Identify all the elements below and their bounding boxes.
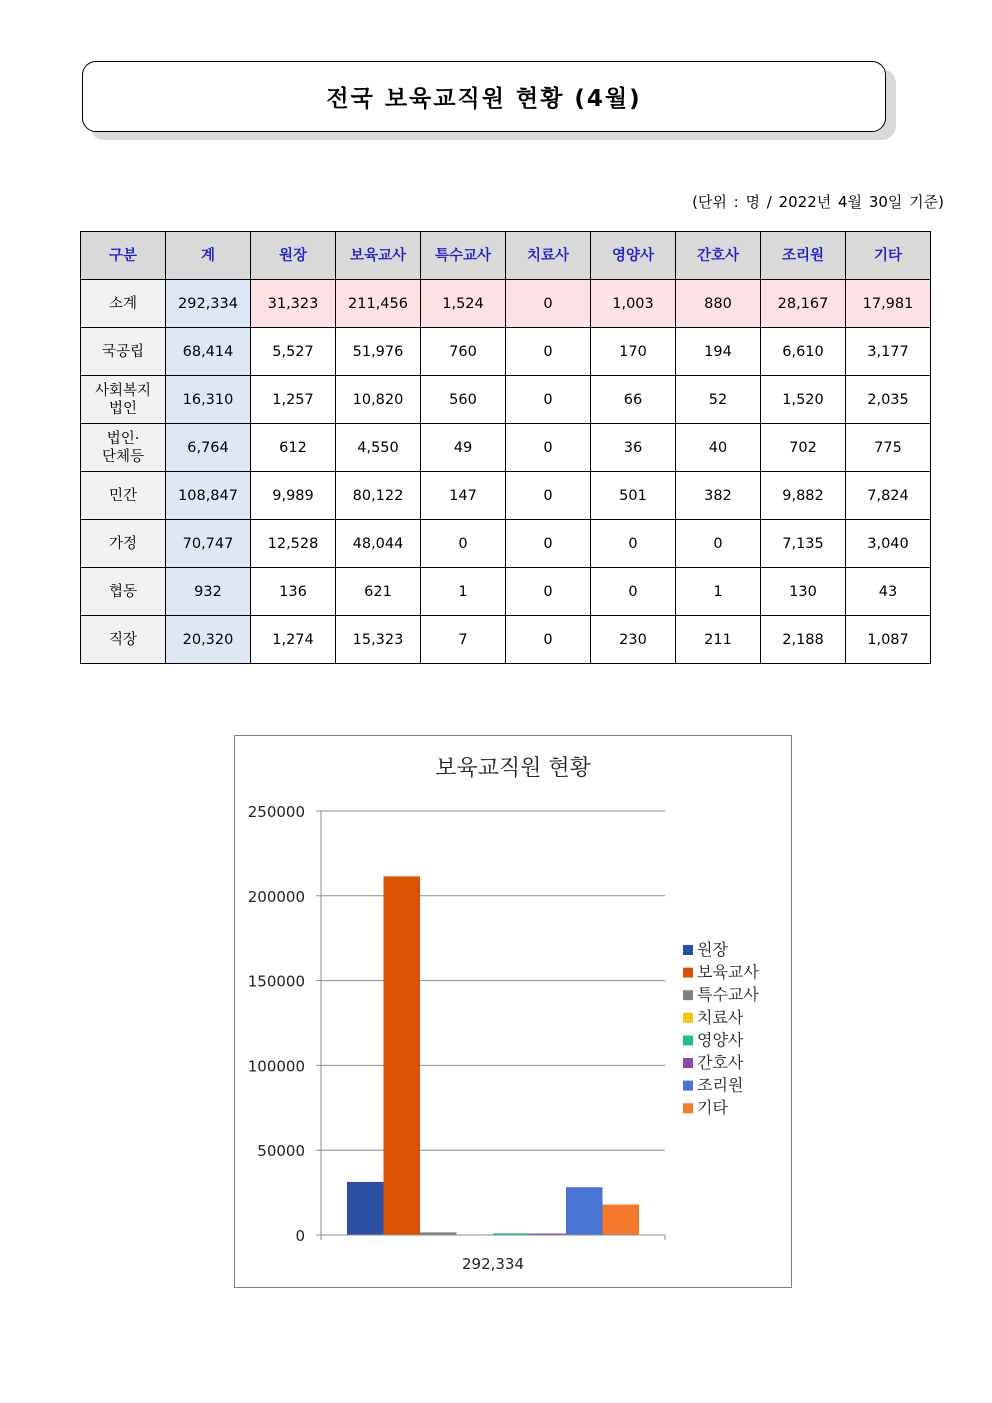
total-cell: 16,310 — [166, 376, 251, 424]
total-cell: 6,764 — [166, 424, 251, 472]
title-box — [82, 61, 886, 132]
value-cell: 0 — [506, 616, 591, 664]
value-cell: 31,323 — [251, 280, 336, 328]
value-cell: 560 — [421, 376, 506, 424]
value-cell: 9,989 — [251, 472, 336, 520]
value-cell: 5,527 — [251, 328, 336, 376]
total-cell: 20,320 — [166, 616, 251, 664]
bar-1 — [347, 1182, 384, 1235]
value-cell: 147 — [421, 472, 506, 520]
value-cell: 4,550 — [336, 424, 421, 472]
value-cell: 136 — [251, 568, 336, 616]
value-cell: 0 — [591, 520, 676, 568]
value-cell: 40 — [676, 424, 761, 472]
value-cell: 36 — [591, 424, 676, 472]
value-cell: 0 — [506, 280, 591, 328]
value-cell: 1 — [676, 568, 761, 616]
y-tick-label: 150000 — [247, 972, 305, 991]
row-label — [81, 424, 166, 472]
value-cell: 501 — [591, 472, 676, 520]
value-cell: 211,456 — [336, 280, 421, 328]
legend-swatch — [683, 1081, 693, 1091]
chart-frame — [234, 735, 792, 1288]
table-header-row — [81, 232, 931, 280]
legend-swatch — [683, 968, 693, 978]
header-cell: 계 — [166, 232, 251, 280]
value-cell: 0 — [421, 520, 506, 568]
value-cell: 230 — [591, 616, 676, 664]
value-cell: 702 — [761, 424, 846, 472]
value-cell: 3,040 — [846, 520, 931, 568]
x-category-label: 292,334 — [461, 1255, 525, 1273]
header-cell: 간호사 — [676, 232, 761, 280]
table-row — [81, 328, 931, 376]
legend-label: 보육교사 — [697, 962, 759, 982]
legend-swatch — [683, 945, 693, 955]
legend-swatch — [683, 1013, 693, 1023]
value-cell: 52 — [676, 376, 761, 424]
header-cell: 조리원 — [761, 232, 846, 280]
legend-swatch — [683, 1058, 693, 1068]
header-cell: 보육교사 — [336, 232, 421, 280]
y-tick-label: 250000 — [247, 803, 305, 821]
total-cell: 932 — [166, 568, 251, 616]
legend-label: 원장 — [697, 940, 728, 959]
value-cell: 1 — [421, 568, 506, 616]
chart-title: 보육교직원 현황 — [435, 756, 591, 781]
table-row — [81, 616, 931, 664]
legend-label: 영양사 — [697, 1030, 744, 1050]
value-cell: 51,976 — [336, 328, 421, 376]
value-cell: 66 — [591, 376, 676, 424]
value-cell: 48,044 — [336, 520, 421, 568]
legend-label: 치료사 — [697, 1007, 744, 1027]
header-cell: 영양사 — [591, 232, 676, 280]
value-cell: 1,520 — [761, 376, 846, 424]
value-cell: 12,528 — [251, 520, 336, 568]
table-row — [81, 280, 931, 328]
header-cell: 원장 — [251, 232, 336, 280]
row-label — [81, 376, 166, 424]
value-cell: 28,167 — [761, 280, 846, 328]
value-cell: 2,035 — [846, 376, 931, 424]
row-label: 소계 — [81, 280, 166, 328]
value-cell: 49 — [421, 424, 506, 472]
legend-label: 간호사 — [697, 1053, 744, 1072]
value-cell: 1,524 — [421, 280, 506, 328]
table-row — [81, 424, 931, 472]
bar-8 — [603, 1205, 640, 1235]
value-cell: 775 — [846, 424, 931, 472]
value-cell: 194 — [676, 328, 761, 376]
value-cell: 10,820 — [336, 376, 421, 424]
page-title: 전국 보육교직원 현황 (4월) — [326, 86, 642, 112]
unit-note: (단위 : 명 / 2022년 4월 30일 기준) — [692, 193, 944, 211]
bar-7 — [566, 1187, 603, 1235]
total-cell: 68,414 — [166, 328, 251, 376]
row-label-line: 사회복지 — [94, 382, 152, 399]
value-cell: 621 — [336, 568, 421, 616]
value-cell: 1,257 — [251, 376, 336, 424]
row-label: 민간 — [81, 472, 166, 520]
value-cell: 0 — [506, 376, 591, 424]
staff-table — [80, 231, 931, 664]
value-cell: 80,122 — [336, 472, 421, 520]
legend-swatch — [683, 990, 693, 1000]
value-cell: 0 — [506, 472, 591, 520]
legend-swatch — [683, 1035, 693, 1045]
row-label: 국공립 — [81, 328, 166, 376]
value-cell: 6,610 — [761, 328, 846, 376]
legend-label: 조리원 — [697, 1075, 744, 1095]
row-label-line: 법인 — [108, 400, 137, 417]
y-tick-label: 100000 — [247, 1057, 305, 1076]
value-cell: 760 — [421, 328, 506, 376]
table-row — [81, 520, 931, 568]
total-cell: 108,847 — [166, 472, 251, 520]
table-row — [81, 376, 931, 424]
row-label-line: 단체등 — [101, 448, 145, 465]
total-cell: 70,747 — [166, 520, 251, 568]
legend-swatch — [683, 1103, 693, 1113]
header-cell: 특수교사 — [421, 232, 506, 280]
value-cell: 3,177 — [846, 328, 931, 376]
value-cell: 9,882 — [761, 472, 846, 520]
header-cell: 치료사 — [506, 232, 591, 280]
value-cell: 7 — [421, 616, 506, 664]
row-label-line: 법인· — [106, 430, 140, 447]
row-label: 가정 — [81, 520, 166, 568]
value-cell: 7,135 — [761, 520, 846, 568]
value-cell: 0 — [506, 520, 591, 568]
value-cell: 1,274 — [251, 616, 336, 664]
header-cell: 구분 — [81, 232, 166, 280]
value-cell: 0 — [506, 568, 591, 616]
table-row — [81, 568, 931, 616]
value-cell: 17,981 — [846, 280, 931, 328]
value-cell: 880 — [676, 280, 761, 328]
total-cell: 292,334 — [166, 280, 251, 328]
value-cell: 211 — [676, 616, 761, 664]
legend-label: 특수교사 — [697, 985, 759, 1005]
row-label: 협동 — [81, 568, 166, 616]
value-cell: 2,188 — [761, 616, 846, 664]
value-cell: 0 — [591, 568, 676, 616]
value-cell: 0 — [506, 328, 591, 376]
value-cell: 7,824 — [846, 472, 931, 520]
value-cell: 0 — [676, 520, 761, 568]
value-cell: 170 — [591, 328, 676, 376]
table-row — [81, 472, 931, 520]
value-cell: 1,087 — [846, 616, 931, 664]
legend-label: 기타 — [697, 1098, 728, 1118]
value-cell: 0 — [506, 424, 591, 472]
value-cell: 612 — [251, 424, 336, 472]
row-label: 직장 — [81, 616, 166, 664]
y-tick-label: 200000 — [247, 887, 305, 906]
bar-2 — [384, 876, 421, 1235]
value-cell: 382 — [676, 472, 761, 520]
value-cell: 15,323 — [336, 616, 421, 664]
value-cell: 1,003 — [591, 280, 676, 328]
value-cell: 130 — [761, 568, 846, 616]
bar-chart — [235, 736, 791, 1287]
value-cell: 43 — [846, 568, 931, 616]
y-tick-label: 0 — [295, 1227, 305, 1245]
y-tick-label: 50000 — [257, 1142, 305, 1161]
header-cell: 기타 — [846, 232, 931, 280]
